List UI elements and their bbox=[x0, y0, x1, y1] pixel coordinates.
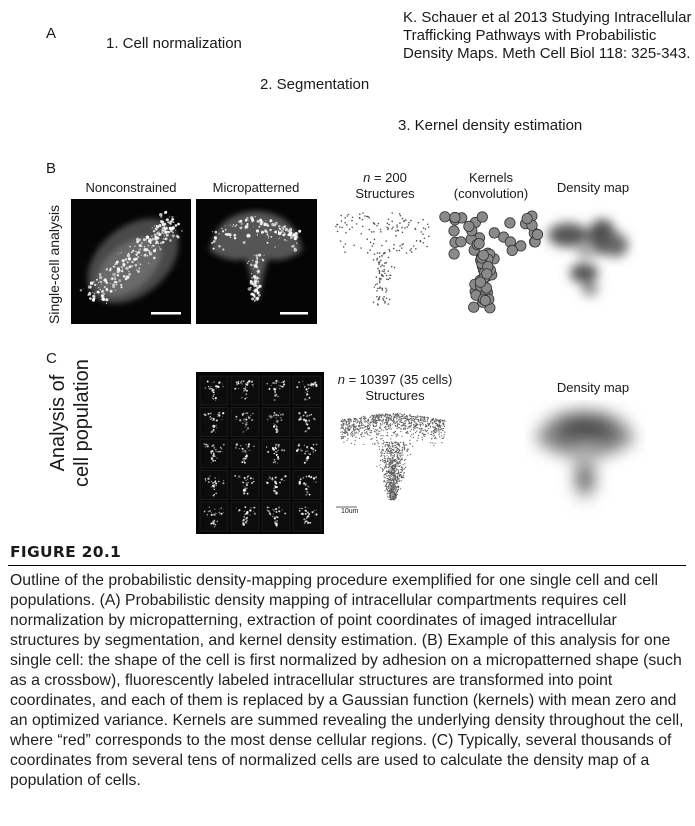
panel-a-letter: A bbox=[46, 25, 57, 42]
panel-b-letter: B bbox=[46, 160, 57, 177]
density-map-heading-c: Density map bbox=[556, 380, 630, 395]
population-label-line2: cell population bbox=[71, 359, 93, 487]
n-200-label bbox=[330, 170, 440, 202]
title-rule bbox=[8, 565, 686, 566]
n-symbol: n bbox=[363, 170, 371, 185]
step-segmentation: 2. Segmentation bbox=[260, 76, 370, 93]
kernels-line2: (convolution) bbox=[453, 186, 529, 201]
density-map-b bbox=[540, 205, 640, 310]
structures-label-c: Structures bbox=[365, 388, 425, 403]
figure-title: FIGURE 20.1 bbox=[10, 543, 122, 561]
structures-scatter-b bbox=[330, 205, 435, 315]
population-label-line1: Analysis of bbox=[47, 374, 69, 472]
density-map-heading-b: Density map bbox=[556, 180, 630, 195]
citation-note: K. Schauer et al 2013 Studying Intracellular Trafficking Pathways with Probabilistic Density Maps. Meth Cell Biol 118: 325-343. bbox=[403, 9, 692, 62]
kernels-line1: Kernels bbox=[468, 170, 514, 185]
micropatterned-micrograph bbox=[196, 199, 317, 324]
nonconstrained-micrograph bbox=[71, 199, 191, 324]
cell-population-grid bbox=[196, 372, 324, 534]
step-kernel-density: 3. Kernel density estimation bbox=[398, 117, 583, 134]
micropatterned-cell-image bbox=[196, 199, 317, 324]
scale-bar-label: 10um bbox=[341, 508, 359, 515]
single-cell-analysis-label: Single-cell analysis bbox=[46, 204, 62, 324]
n-10397-value: = 10397 (35 cells) bbox=[348, 372, 453, 387]
kernels-heading bbox=[433, 170, 549, 202]
n-10397-label bbox=[330, 372, 460, 404]
structures-label-b: Structures bbox=[355, 186, 415, 201]
step-cell-normalization: 1. Cell normalization bbox=[106, 35, 242, 52]
n-200-value: = 200 bbox=[373, 170, 407, 185]
figure-caption bbox=[10, 571, 690, 791]
panel-c-letter: C bbox=[46, 350, 57, 367]
population-label bbox=[46, 359, 94, 487]
structures-scatter-c bbox=[333, 402, 453, 522]
nonconstrained-heading: Nonconstrained bbox=[85, 180, 177, 195]
density-map-c bbox=[525, 400, 645, 525]
kernels-image bbox=[436, 208, 546, 318]
micropatterned-heading: Micropatterned bbox=[212, 180, 300, 195]
caption-text: Outline of the probabilistic density-mapping procedure exemplified for one single cell and cell populations. (A) Probabilistic density mapping of intracellular compartments requires cell normalization by micropatterning, extraction of point coordinates of imaged intracellular structures by segmentation, and kernel density estimation. (B) Example of this analysis for one single cell: the shape of the cell is first normalized by adhesion on a micropatterned shape (such as a crossbow), fluorescently labeled intracellular structures are transformed into point coordinates, and each of them is replaced by a Gaussian function (kernels) with mean zero and an optimized variance. Kernels are summed revealing the underlying density throughout the cell, where “red” corresponds to the most dense cellular regions. (C) Typically, several thousands of coordinates from several tens of normalized cells are used to calculate the density map of a population of cells. bbox=[10, 572, 684, 789]
nonconstrained-cell-image bbox=[71, 199, 191, 324]
n-symbol-c: n bbox=[337, 372, 345, 387]
